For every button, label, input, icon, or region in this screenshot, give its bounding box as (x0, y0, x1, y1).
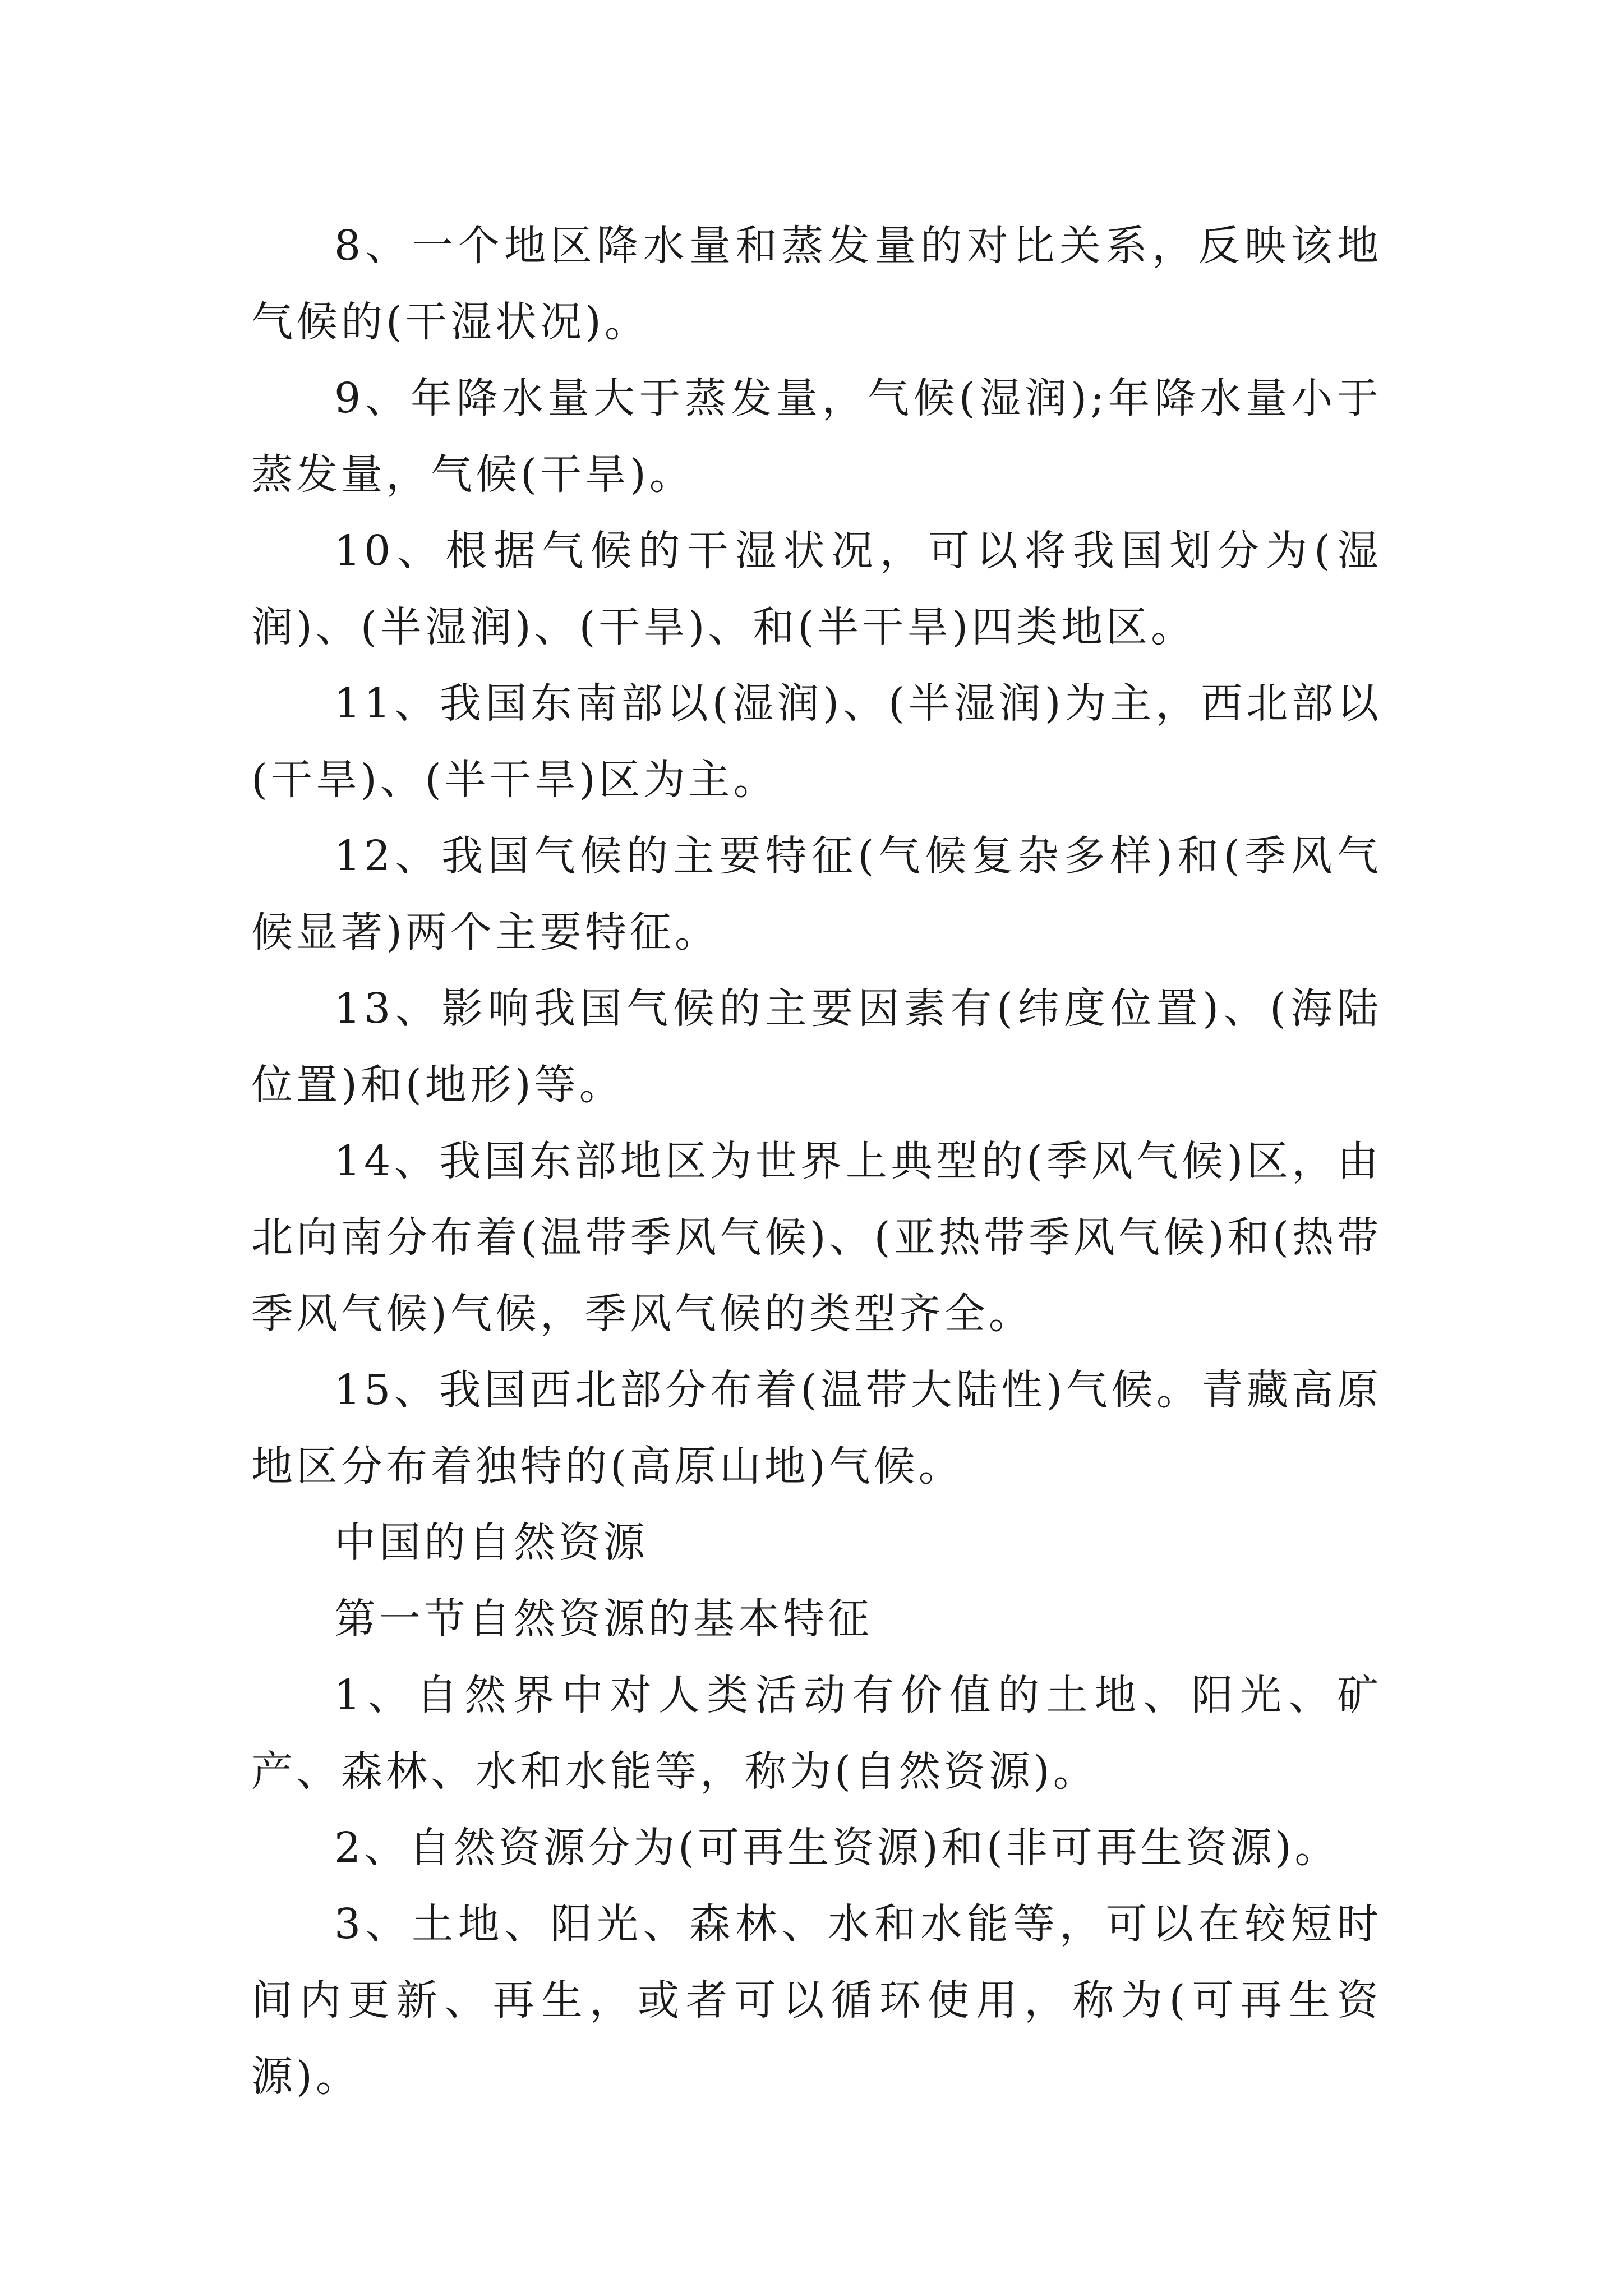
section-paragraph-1: 1、自然界中对人类活动有价值的土地、阳光、矿产、森林、水和水能等，称为(自然资源)。 (251, 1671, 1382, 1796)
paragraph-15: 15、我国西北部分布着(温带大陆性)气候。青藏高原地区分布着独特的(高原山地)气候。 (251, 1366, 1382, 1490)
paragraph-11: 11、我国东南部以(湿润)、(半湿润)为主，西北部以(干旱)、(半干旱)区为主。 (251, 679, 1382, 804)
paragraph-10: 10、根据气候的干湿状况，可以将我国划分为(湿润)、(半湿润)、(干旱)、和(半干旱)四类地区。 (251, 527, 1382, 651)
paragraph-8: 8、一个地区降水量和蒸发量的对比关系，反映该地气候的(干湿状况)。 (251, 222, 1382, 346)
section-title: 第一节自然资源的基本特征 (334, 1595, 873, 1643)
paragraph-12: 12、我国气候的主要特征(气候复杂多样)和(季风气候显著)两个主要特征。 (251, 832, 1382, 956)
paragraph-9: 9、年降水量大于蒸发量，气候(湿润);年降水量小于蒸发量，气候(干旱)。 (251, 374, 1382, 499)
paragraph-13: 13、影响我国气候的主要因素有(纬度位置)、(海陆位置)和(地形)等。 (251, 984, 1382, 1109)
paragraph-14: 14、我国东部地区为世界上典型的(季风气候)区，由北向南分布着(温带季风气候)、(亚热带季风气候)和(热带季风气候)气候，季风气候的类型齐全。 (251, 1137, 1382, 1338)
section-paragraph-2: 2、自然资源分为(可再生资源)和(非可再生资源)。 (334, 1824, 1340, 1872)
chapter-title: 中国的自然资源 (334, 1519, 648, 1567)
section-paragraph-3: 3、土地、阳光、森林、水和水能等，可以在较短时间内更新、再生，或者可以循环使用，称为(可再生资源)。 (251, 1900, 1382, 2101)
document-body (251, 208, 1382, 2115)
